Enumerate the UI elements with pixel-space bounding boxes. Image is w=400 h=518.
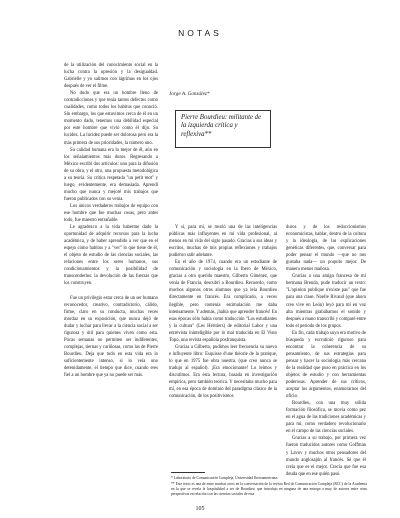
text-column-right — [286, 224, 366, 478]
paragraph: duros y de los reduccionismos economicistas, hablar, dentro de la cultura y la ideología, de las explicaciones genéticas diferentes, que, conversar para poder pensar el mundo —que no nos gustaba nada— un poquito mejor. De manera menos mañosa. — [286, 225, 366, 273]
paragraph: Gracias a Gilberto, pudimos leer frecuencia su nuevo e influyente libro: Esquisse d'une théorie de la pratique, lo que en 1975 fue obra nuestra. (que creo nunca se tradujo al español). ¡Era emocionante! Lo leímos y discutimos. Era ésta lectura, basada en investigación empírica, pero también teórica. Y necesitaba mucho para mí, en esa época de dominio del paradigma clásico de la comunicación, de los positivismos — [169, 344, 277, 400]
footnote-2: ** Este texto es una de entre muchas otros en la conversación de la revista Red de Comunicación Compleja (RCC) de la Academia en la que se revela la hospitalidad a ser de Bourdieu, que introdujo en ninguna de una entrega a muy de autores entre otras perspectivas en relación con las ciencias sociales de esta. — [171, 482, 367, 496]
paragraph: En fin, cada trabajo suyo era motivo de búsqueda y escrutinio riguroso para encontrar la coherencia de su pensamiento, de sus estrategias para pensar y hacer la sociología más cercana de la realidad que puso en práctica en los objetos de estudio y con herramientas poderosas. Aprender de sus críticos, aceptar los argumentos, enamorarnos del oficio. — [286, 330, 366, 400]
footnote-1: * Laboratorio de Comunicación Compleja, Universidad Iberoamericana. — [171, 476, 278, 480]
page-number: 105 — [195, 506, 205, 512]
article-title-box — [175, 110, 271, 148]
paragraph: de la utilización del conocimiento social en la lucha contra la opresión y la desigualdad. Gabrielle y yo salimos con lágrimas en los ojos después de ver el filme. — [64, 63, 158, 90]
article-title: Pierre Bourdieu: militante de la izquierda crítica y reflexiva** — [181, 114, 262, 138]
text-column-middle — [169, 224, 277, 400]
paragraph: Gracias a una amiga francesa de mi hermana Brenda, pude traducir un texto: "L'opinion publique n'existe pas" que fue para una clase. Noelle Rivaud (que ahora creo vive en León) leyó para mí en voz alta mientras grabábamos el sonido y después a mano transcribí y comparé entre todo el periodo de los grupos. — [286, 274, 366, 329]
paragraph: Gracias a su trabajo, por primera vez fueron traducidos autores como Goffman y Lavov y muchos otros pensadores del mundo anglosajón al francés. Sé que él creía que es el mejor. Crecía que fue esa deuda que en ese quién pasó. — [286, 436, 366, 477]
section-header: NOTAS — [178, 28, 222, 38]
paragraph-spacer — [64, 288, 158, 295]
paragraph: Los únicos verdaderos trabajos de equipo con ese hombre que fue muchas cosas, pero antes todo, fue maestro entrañable. — [64, 203, 158, 224]
paragraph: No dudo que era un hombre lleno de contradicciones y que tenía tantos defectos como cualidades, como todos los habitus que conoció. Sin embargo, los que estuvimos cerca de él en un momento dado, tenemos una debilidad especial por este hombre que vivió como él dijo. Su lucidez. La lucidez puede ser dolorosa pero era la más primera de sus prioridades, la número uno. — [64, 91, 158, 146]
footnote-divider — [171, 472, 205, 473]
paragraph: Su calidad humana era lo mejor de él, aún en los señalamientos más duros. Regresando a México escribí dos artículos: uno para la difusión de su obra, y el otro, una propuesta metodológica a su teoría. Su crítica respetada "un petit mot" y luego, evidentemente, era demasiada. Aprendí mucho que nunca y mejoré mis trabajos que fueron publicados con su venia. — [64, 147, 158, 202]
text-column-left — [64, 62, 158, 379]
paragraph: Le agradezco a la vida haberme dado la oportunidad de adquirir recursos para la lucha académica, y de haber aprendido a ver que en el espejo como habitus y a "ver" lo que tiene de él, el objeto de estudio de las ciencias sociales, las relaciones entre los seres humanos, sus condicionamientos y la posibilidad de transcenderlos: la devolución de las fuerzas que los construyen. — [64, 225, 158, 287]
paragraph: Bourdieu, con una muy sólida formación filosófica, se movía como pez en el agua de las tradiciones académicas y para mí, como verdadero revolucionario en el campo de las ciencias sociales. — [286, 401, 366, 435]
paragraph: Fue un privilegio estar cerca de un ser humano reconocedor, creativo, contradictorio, cálido, firme, claro en su conducta, muchas veces mordaz en su exposición, que nunca dejó de dudar y luchar para llevar a la ciencia social a ser rigurosa y útil para quienes viven como esta. Pocas semanas no permiten ser indiferentes, complejas, tiernas y cariñosas, como las de Pierre Bourdieu. Deja que todo en esta vida era lo suficientemente intenso, si lo veía uno detenidamente, el tiempo que dice, cuando eres fiel a un hombre que ya no puede ser más. — [64, 295, 158, 379]
paragraph: En el año de 1974, cuando era un estudiante de comunicación y sociología en la Ibero de México, gracias a otro querido maestro, Gilberto Giménez, que venía de Francia, descubrí a Bourdieu. Recuerdo, como muchos algunos otros alumnos que ya leía Bourdieu directamente en francés. Era complicado, a veces ilegible, pero contenía estimulación me daba intensamente. Y además, ¡había que aprender francés! En esas épocas sólo había como traducción "Los estudiantes y la cultura" (Les Héritiers) de editorial Labor y una entrevista ininteligible por lo mal traducida en El Visto Topo, una revista española posfranquista. — [169, 260, 277, 343]
article-author: Jorge A. González* — [169, 91, 210, 97]
paragraph: Y sí, para mí, se murió una de las inteligencias públicas más influyentes en mi vida profesional, al menos en mi vida del siglo pasado. Gracias a sus ideas y escritos, muchas de mis propias reflexiones y trabajos pudieron salir adelante. — [169, 225, 277, 259]
